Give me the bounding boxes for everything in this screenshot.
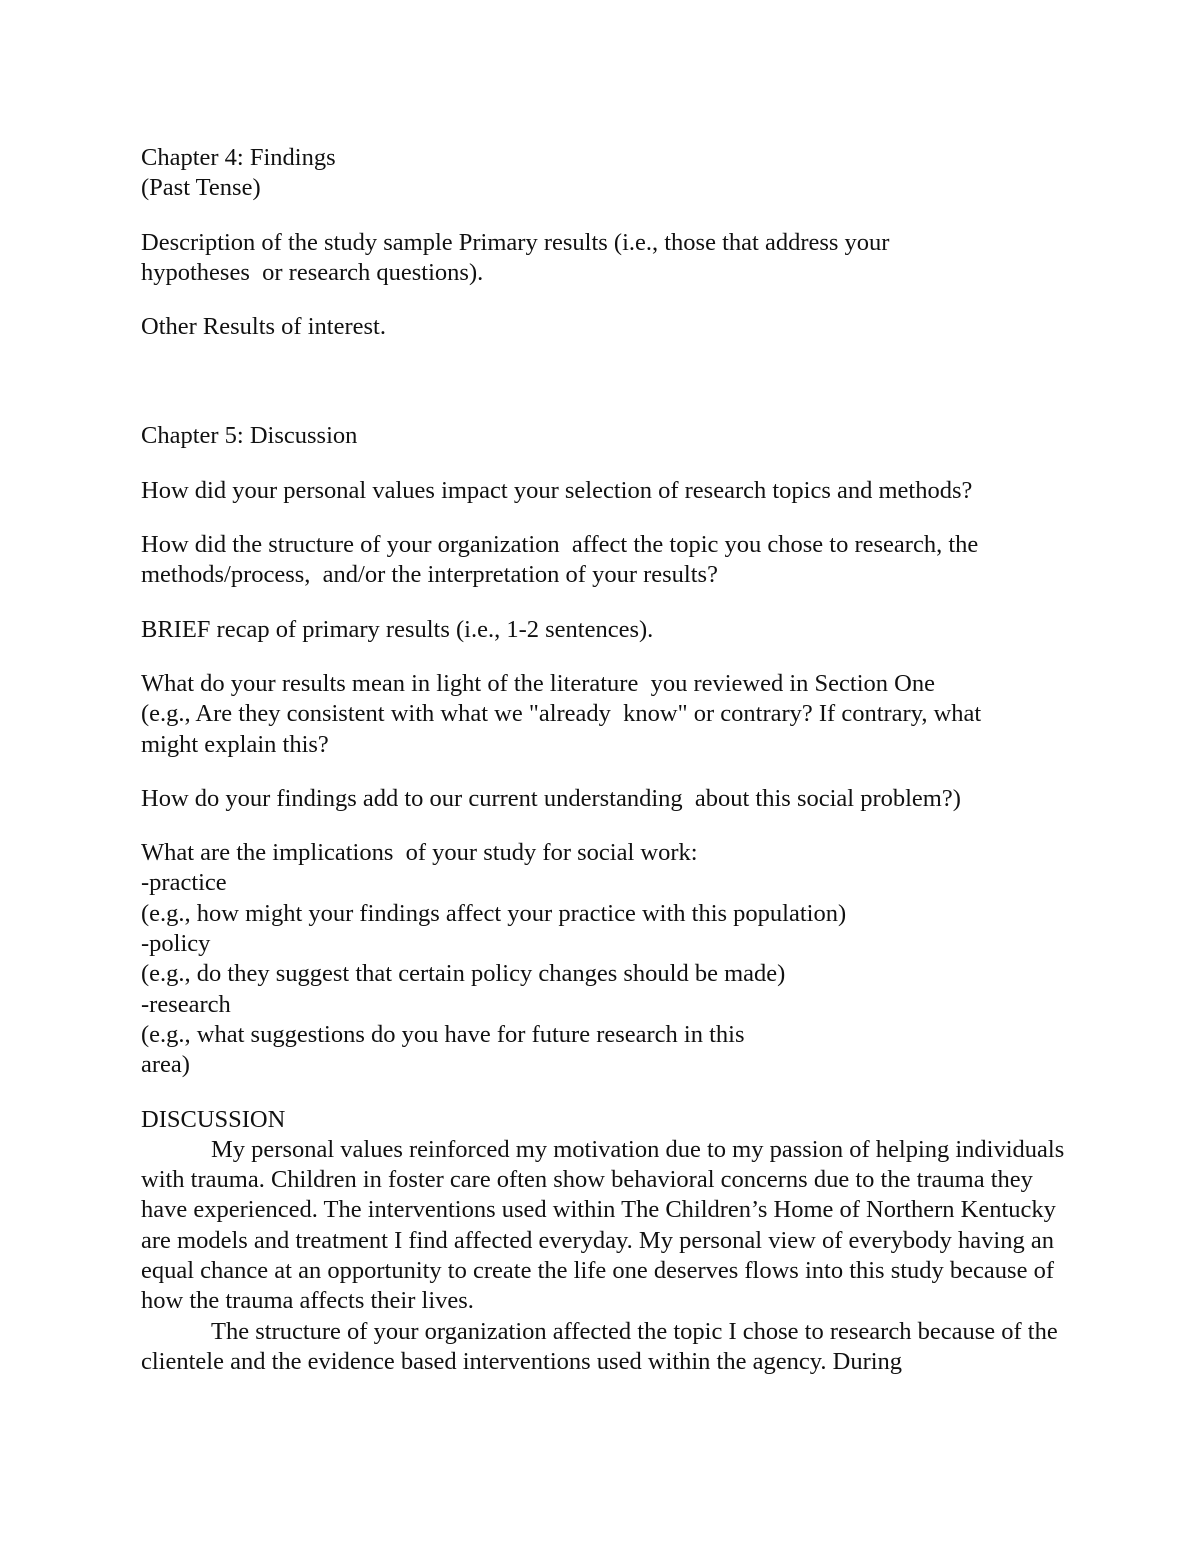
policy-label: -policy xyxy=(141,930,211,958)
question-brief-recap: BRIEF recap of primary results (i.e., 1-2 sentences). xyxy=(141,615,654,643)
research-label: -research xyxy=(141,990,231,1018)
practice-label: -practice xyxy=(141,869,227,897)
question-literature-meaning: What do your results mean in light of the literature you reviewed in Section One (e.g., Are they consistent with what we "already know" or contrary? If contrary, what might explain this? xyxy=(141,669,982,758)
policy-example: (e.g., do they suggest that certain policy changes should be made) xyxy=(141,960,786,988)
chapter-4-heading: Chapter 4: Findings xyxy=(141,144,336,171)
question-personal-values: How did your personal values impact your selection of research topics and methods? xyxy=(141,476,973,504)
question-organization-structure: How did the structure of your organization affect the topic you chose to research, the methods/process, and/or the interpretation of your results? xyxy=(141,531,979,589)
implications-intro: What are the implications of your study for social work: xyxy=(141,839,698,867)
past-tense-note: (Past Tense) xyxy=(141,174,261,202)
question-findings-add: How do your findings add to our current understanding about this social problem?) xyxy=(141,784,961,812)
other-results-line: Other Results of interest. xyxy=(141,313,386,341)
discussion-paragraph-2: The structure of your organization affected the topic I chose to research because of the clientele and the evidence based interventions used within the agency. During xyxy=(141,1317,1064,1375)
discussion-heading: DISCUSSION xyxy=(141,1105,286,1133)
implications-block xyxy=(141,838,1081,1080)
document-page xyxy=(141,143,1081,1377)
study-sample-description: Description of the study sample Primary results (i.e., those that address your hypotheses or research questions). xyxy=(141,228,890,286)
discussion-paragraph-1: My personal values reinforced my motivation due to my passion of helping individuals with trauma. Children in foster care often show behavioral concerns due to the trauma they have experienced. The interventions used within The Children’s Home of Northern Kentucky are models and treatment I find affected everyday. My personal view of everybody having an equal chance at an opportunity to create the life one deserves flows into this study because of how the trauma affects their lives. xyxy=(141,1135,1071,1315)
practice-example: (e.g., how might your findings affect your practice with this population) xyxy=(141,899,847,927)
research-example: (e.g., what suggestions do you have for future research in this area) xyxy=(141,1020,745,1079)
chapter-5-heading: Chapter 5: Discussion xyxy=(141,422,358,450)
